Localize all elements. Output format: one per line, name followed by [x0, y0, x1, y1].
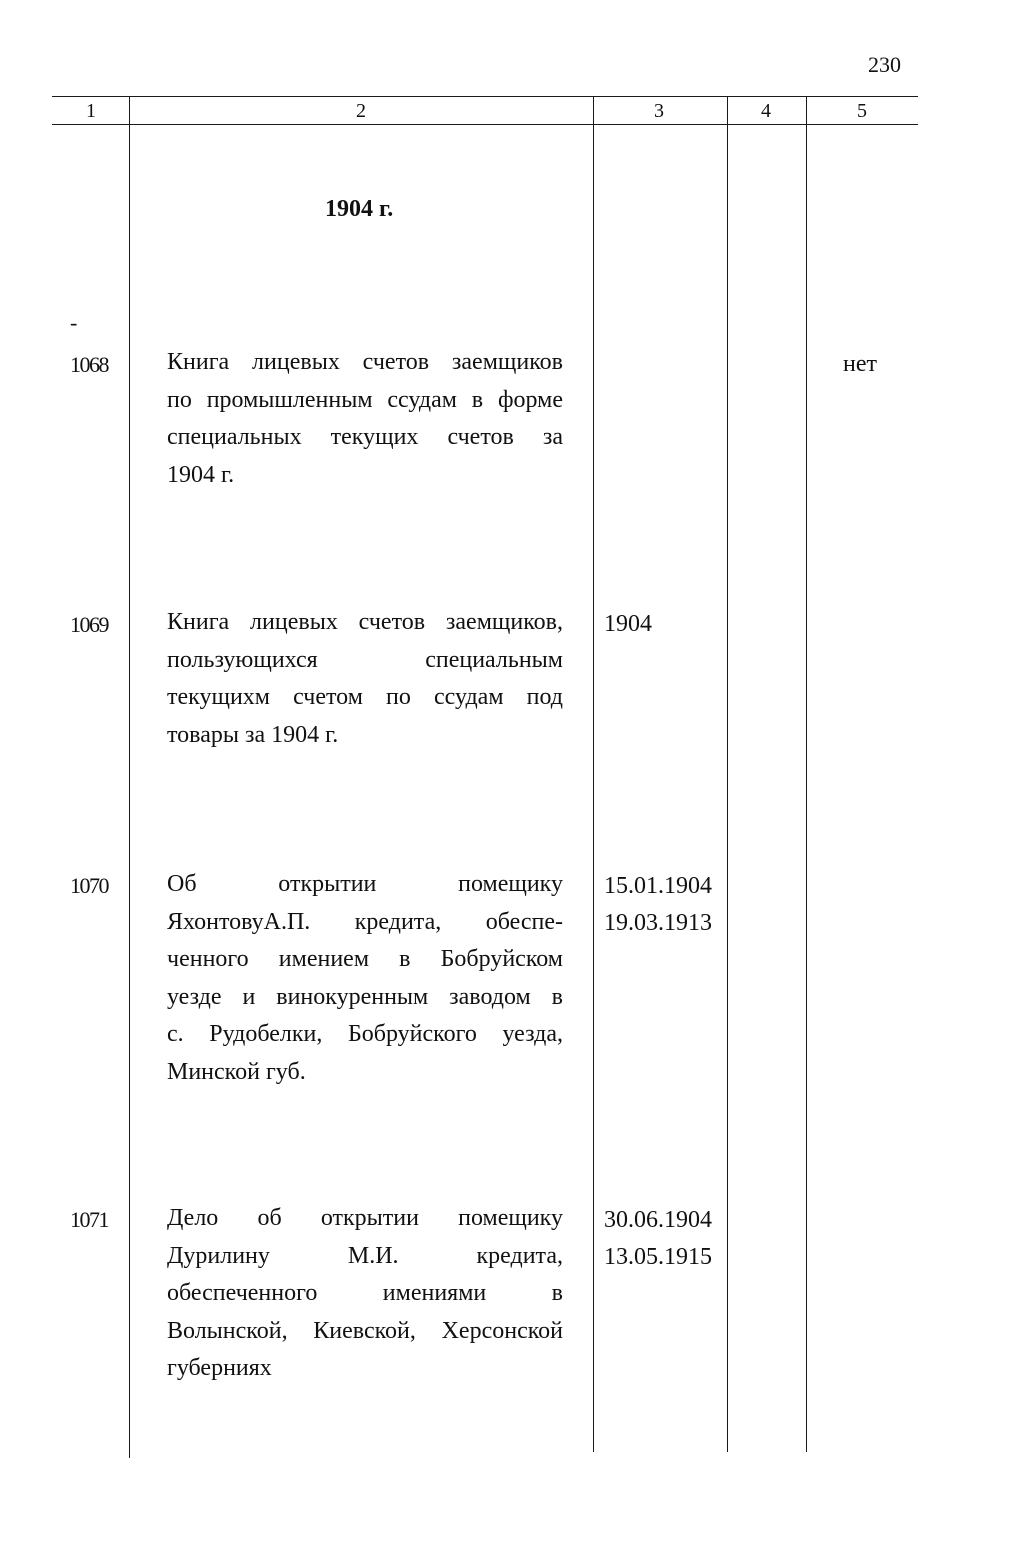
record-number: 1071 — [70, 1207, 108, 1232]
column-rule-2 — [593, 96, 594, 1452]
description-line: текущихм счетом по ссудам под — [167, 684, 563, 710]
column-number-2: 2 — [356, 100, 366, 122]
description-line: Минской губ. — [167, 1058, 306, 1085]
record-dates — [604, 606, 652, 643]
record-date: 15.01.1904 — [604, 873, 712, 899]
description-line: уезде и винокуренным заводом в — [167, 983, 563, 1010]
section-year-heading: 1904 г. — [325, 196, 394, 222]
record-number: 1070 — [70, 873, 108, 898]
column-number-5: 5 — [857, 100, 867, 122]
description-line: 1904 г. — [167, 461, 235, 488]
column-rule-4 — [806, 96, 807, 1452]
description-line: ченного имением в Бобруйском — [167, 946, 563, 972]
header-top-rule — [52, 96, 918, 97]
header-bottom-rule — [52, 124, 918, 125]
description-line: пользующихся специальным — [167, 646, 563, 673]
record-number: 1069 — [70, 612, 108, 637]
record-date: 13.05.1915 — [604, 1244, 712, 1270]
column-rule-1 — [129, 96, 130, 1458]
description-line: с. Рудобелки, Бобруйского уезда, — [167, 1021, 563, 1047]
record-dates — [604, 868, 712, 942]
record-note: нет — [843, 351, 877, 377]
record-description — [167, 604, 563, 754]
record-description — [167, 344, 563, 494]
record-description — [167, 1200, 563, 1388]
description-line: обеспеченного имениями в — [167, 1280, 563, 1306]
page-number: 230 — [868, 52, 901, 77]
column-number-4: 4 — [761, 100, 771, 122]
description-line: товары за 1904 г. — [167, 721, 339, 748]
description-line: по промышленным ссудам в форме — [167, 386, 563, 413]
description-line: Дурилину М.И. кредита, — [167, 1242, 563, 1269]
margin-dash: - — [70, 310, 78, 335]
description-line: Волынской, Киевской, Херсонской — [167, 1317, 563, 1344]
record-number: 1068 — [70, 352, 108, 377]
description-line: специальных текущих счетов за — [167, 424, 563, 450]
record-date: 1904 — [604, 611, 652, 637]
description-line: Книга лицевых счетов заемщиков — [167, 349, 563, 375]
description-line: Книга лицевых счетов заемщиков, — [167, 609, 563, 635]
description-line: губерниях — [167, 1355, 272, 1381]
column-rule-3 — [727, 96, 728, 1452]
record-dates — [604, 1202, 712, 1276]
description-line: Об открытии помещику — [167, 871, 563, 897]
record-date: 30.06.1904 — [604, 1207, 712, 1233]
description-line: ЯхонтовуА.П. кредита, обеспе- — [167, 908, 563, 935]
record-date: 19.03.1913 — [604, 910, 712, 936]
column-number-1: 1 — [86, 100, 96, 122]
record-description — [167, 866, 563, 1091]
column-number-3: 3 — [654, 100, 664, 122]
description-line: Дело об открытии помещику — [167, 1205, 563, 1231]
